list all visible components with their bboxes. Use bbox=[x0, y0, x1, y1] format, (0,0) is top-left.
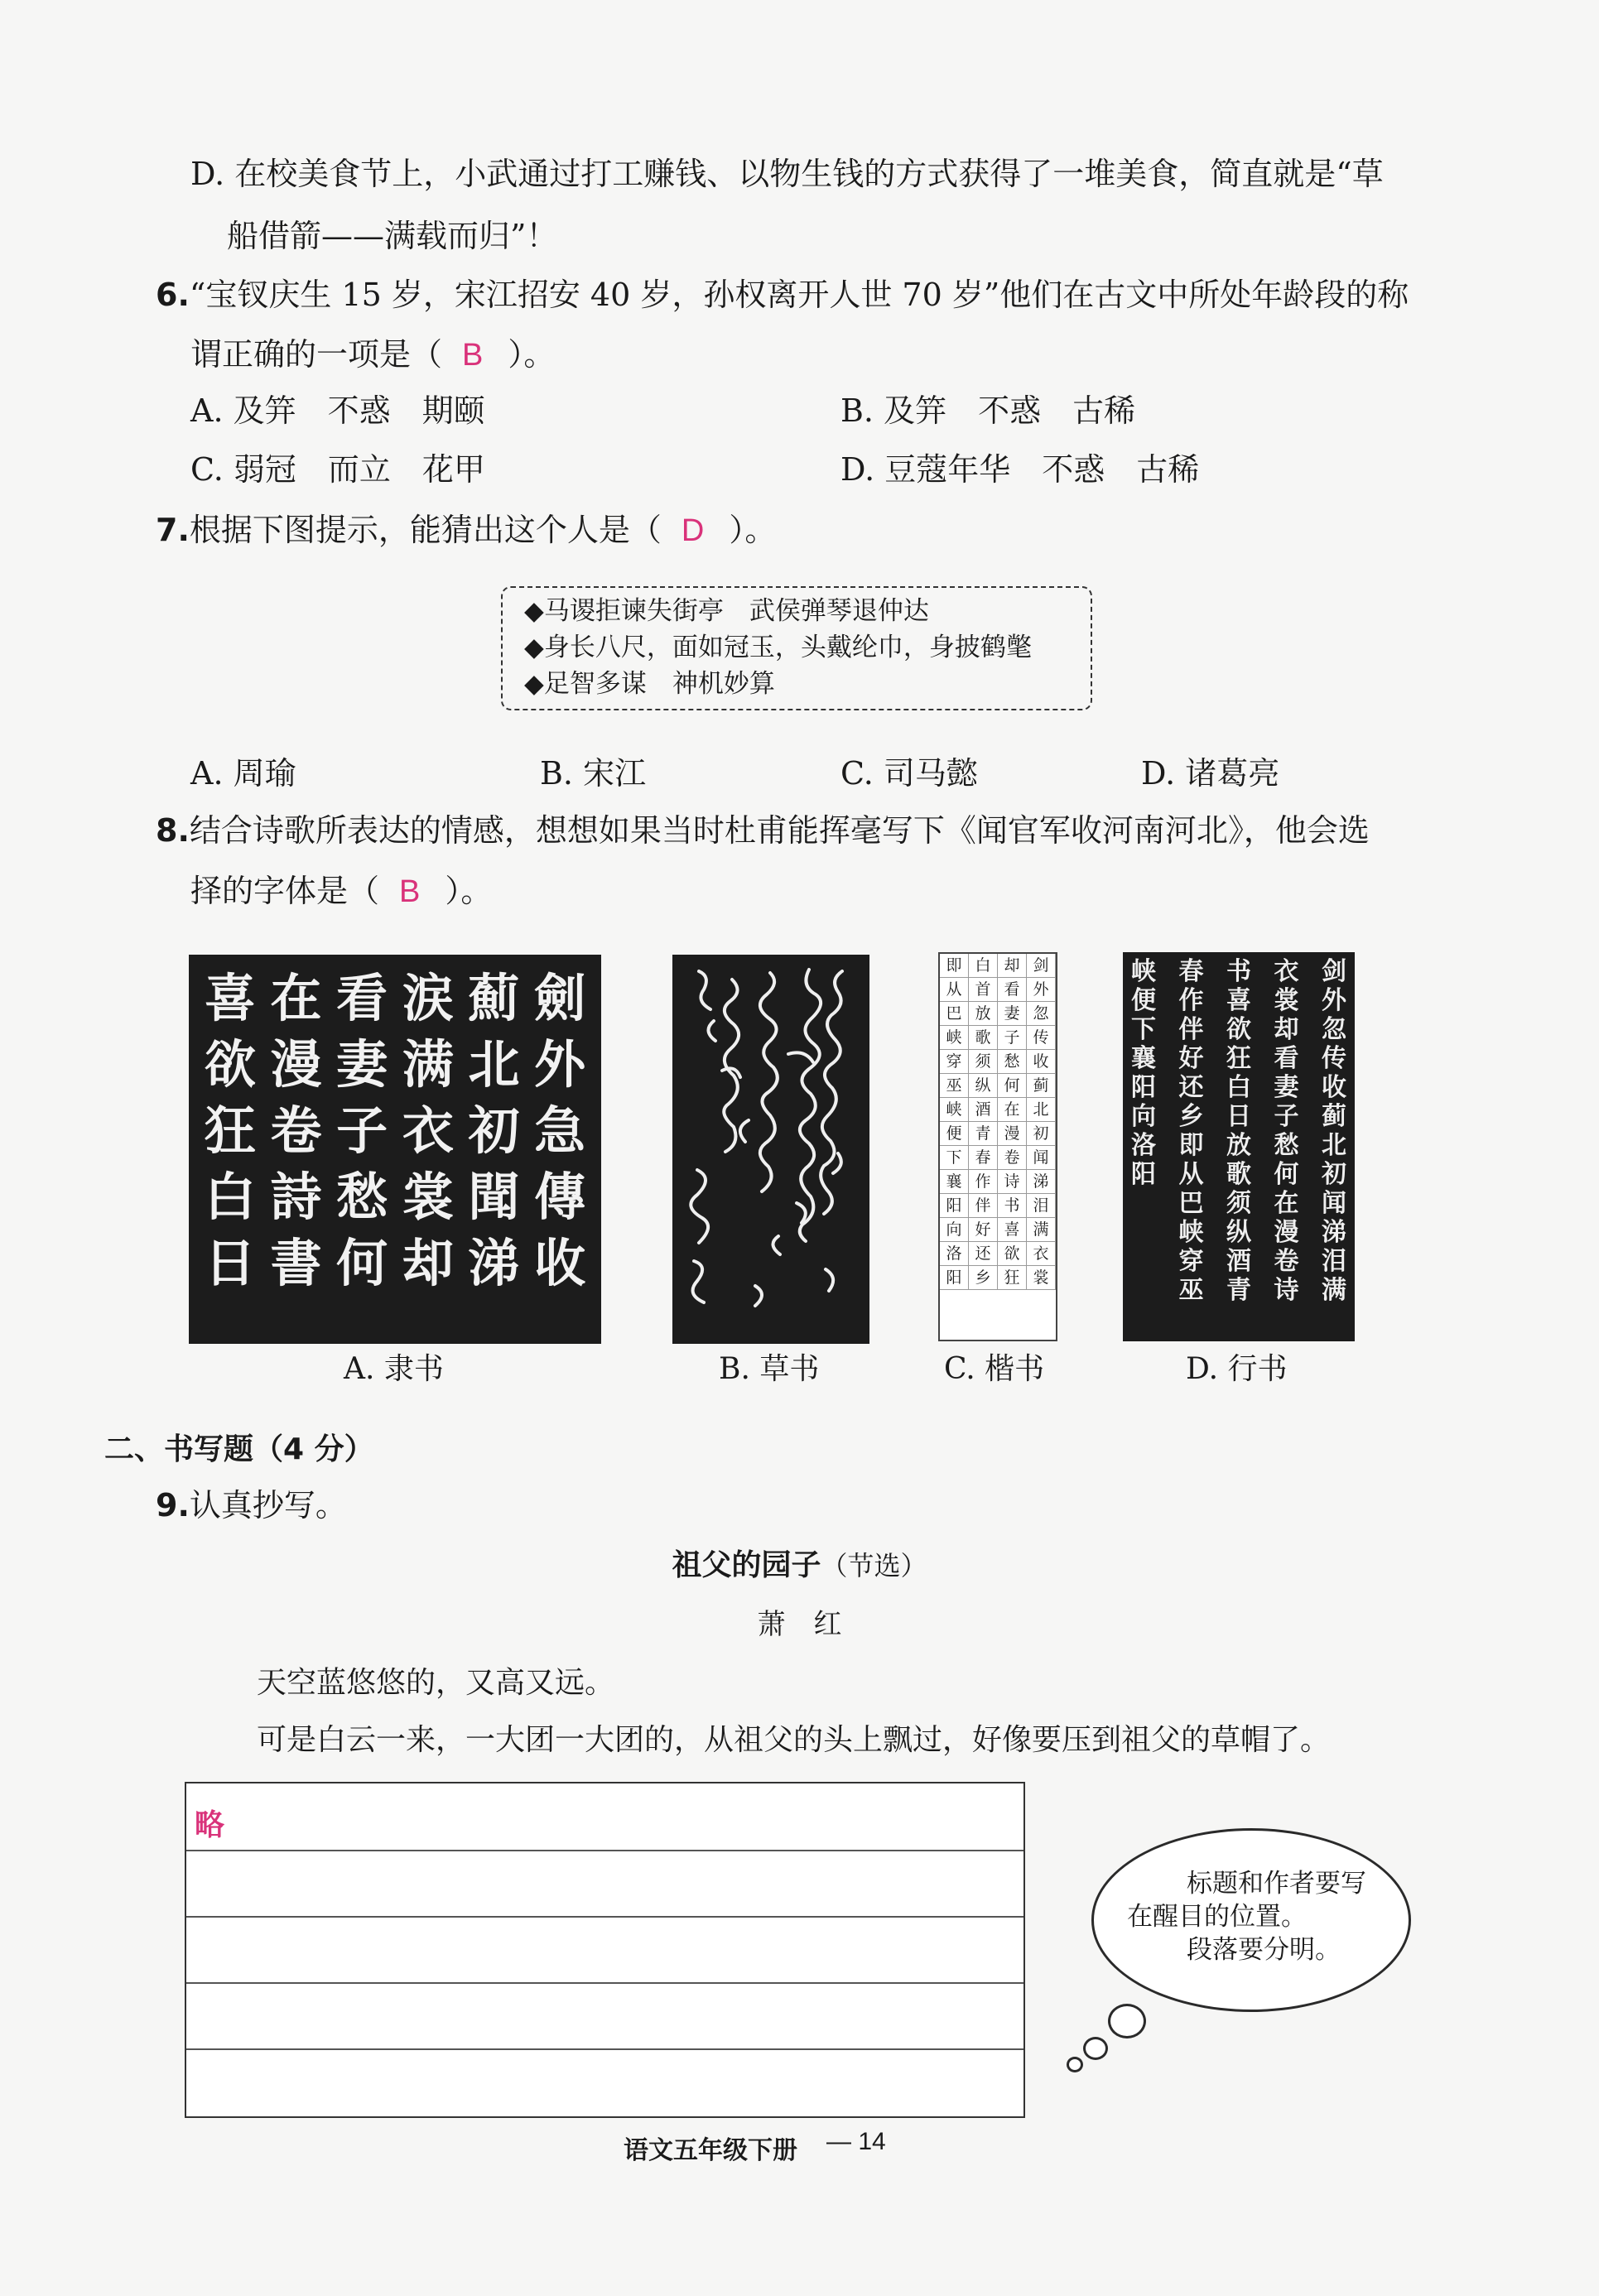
caption-d: D. 行书 bbox=[1186, 1352, 1288, 1386]
kaishu-char: 何 bbox=[998, 1074, 1027, 1098]
writing-line bbox=[186, 1916, 1023, 1918]
kaishu-char: 便 bbox=[940, 1122, 969, 1146]
q8-stem-pre: 择的字体是（ bbox=[190, 873, 380, 909]
writing-box[interactable] bbox=[185, 1782, 1025, 2118]
xingshu-column: 衣 裳 却 看 妻 子 愁 何 在 漫 卷 诗 bbox=[1274, 957, 1299, 1305]
q7-stem-pre: 根据下图提示，能猜出这个人是（ bbox=[189, 512, 662, 548]
q6-option-c: C. 弱冠 而立 花甲 bbox=[190, 451, 485, 488]
lishu-char: 外 bbox=[534, 1034, 586, 1095]
q6-answer: B bbox=[462, 338, 484, 373]
lishu-char: 欲 bbox=[204, 1034, 256, 1095]
q9-stem-text: 认真抄写。 bbox=[189, 1487, 347, 1523]
kaishu-char: 欲 bbox=[998, 1242, 1027, 1266]
footer-page-number: — 14 bbox=[826, 2128, 886, 2155]
xingshu-column: 书 喜 欲 狂 白 日 放 歌 须 纵 酒 青 bbox=[1226, 957, 1251, 1305]
kaishu-char: 巫 bbox=[940, 1074, 969, 1098]
lishu-char: 薊 bbox=[468, 968, 520, 1028]
kaishu-char: 裳 bbox=[1027, 1266, 1056, 1290]
kaishu-char: 歌 bbox=[969, 1026, 998, 1050]
kaishu-char: 作 bbox=[969, 1170, 998, 1194]
lishu-char: 聞 bbox=[468, 1167, 520, 1227]
lishu-char: 日 bbox=[204, 1233, 256, 1293]
lishu-char: 愁 bbox=[336, 1167, 388, 1227]
tip-line-1: 标题和作者要写 bbox=[1187, 1869, 1366, 1899]
kaishu-text bbox=[940, 954, 1056, 1290]
writing-line bbox=[186, 1850, 1023, 1851]
lishu-char: 漫 bbox=[270, 1034, 322, 1095]
q6-stem-pre: 谓正确的一项是（ bbox=[190, 336, 443, 373]
q6-stem-line1 bbox=[156, 273, 1409, 316]
lishu-char: 在 bbox=[270, 968, 322, 1028]
kaishu-char: 泪 bbox=[1027, 1194, 1056, 1218]
q9-answer: 略 bbox=[195, 1808, 225, 1842]
kaishu-char: 阳 bbox=[940, 1266, 969, 1290]
q5-option-d-line1: D. 在校美食节上，小武通过打工赚钱、以物生钱的方式获得了一堆美食，简直就是“草 bbox=[190, 156, 1384, 192]
q6-stem-line2 bbox=[190, 333, 555, 377]
kaishu-char: 酒 bbox=[969, 1098, 998, 1122]
kaishu-char: 剑 bbox=[1027, 954, 1056, 978]
section-2-title: 二、书写题（4 分） bbox=[104, 1432, 374, 1466]
lishu-char: 裳 bbox=[402, 1167, 454, 1227]
kaishu-char: 外 bbox=[1027, 978, 1056, 1002]
kaishu-char: 白 bbox=[969, 954, 998, 978]
footer-label: 语文五年级下册 bbox=[624, 2136, 797, 2165]
q8-stem-line2 bbox=[190, 869, 492, 913]
kaishu-char: 好 bbox=[969, 1218, 998, 1242]
xingshu-column: 剑 外 忽 传 收 蓟 北 初 闻 涕 泪 满 bbox=[1322, 957, 1346, 1305]
kaishu-char: 洛 bbox=[940, 1242, 969, 1266]
lishu-char: 妻 bbox=[336, 1034, 388, 1095]
kaishu-char: 北 bbox=[1027, 1098, 1056, 1122]
kaishu-char: 闻 bbox=[1027, 1146, 1056, 1170]
essay-para-1: 天空蓝悠悠的，又高又远。 bbox=[257, 1666, 615, 1700]
kaishu-char: 须 bbox=[969, 1050, 998, 1074]
kaishu-char: 首 bbox=[969, 978, 998, 1002]
kaishu-char: 纵 bbox=[969, 1074, 998, 1098]
caoshu-strokes bbox=[672, 955, 869, 1344]
essay-title-main: 祖父的园子 bbox=[672, 1548, 821, 1582]
lishu-char: 喜 bbox=[204, 968, 256, 1028]
q7-option-b: B. 宋江 bbox=[540, 755, 647, 792]
kaishu-char: 襄 bbox=[940, 1170, 969, 1194]
q7-stem bbox=[156, 508, 776, 552]
tip-bubble-small bbox=[1067, 2057, 1083, 2072]
tip-line-3: 段落要分明。 bbox=[1187, 1935, 1341, 1965]
kaishu-char: 喜 bbox=[998, 1218, 1027, 1242]
q6-option-b: B. 及笄 不惑 古稀 bbox=[840, 392, 1136, 429]
lishu-char: 却 bbox=[402, 1233, 454, 1293]
q6-stem-post: ）。 bbox=[508, 336, 556, 373]
lishu-char: 傳 bbox=[534, 1167, 586, 1227]
q6-number: 6. bbox=[156, 277, 190, 313]
q7-option-c: C. 司马懿 bbox=[840, 755, 978, 792]
kaishu-char: 伴 bbox=[969, 1194, 998, 1218]
kaishu-char: 下 bbox=[940, 1146, 969, 1170]
caoshu-image bbox=[672, 955, 869, 1344]
q5-option-d-line2: 船借箭——满载而归”！ bbox=[227, 218, 558, 254]
q9-stem bbox=[156, 1484, 347, 1527]
lishu-char: 满 bbox=[402, 1034, 454, 1095]
kaishu-char: 满 bbox=[1027, 1218, 1056, 1242]
q6-stem-text: “宝钗庆生 15 岁，宋江招安 40 岁，孙权离开人世 70 岁”他们在古文中所处年龄段的称 bbox=[189, 277, 1409, 313]
xingshu-column: 春 作 伴 好 还 乡 即 从 巴 峡 穿 巫 bbox=[1178, 957, 1204, 1305]
lishu-char: 涕 bbox=[468, 1233, 520, 1293]
kaishu-char: 还 bbox=[969, 1242, 998, 1266]
kaishu-char: 从 bbox=[940, 978, 969, 1002]
lishu-char: 詩 bbox=[270, 1167, 322, 1227]
writing-line bbox=[186, 2048, 1023, 2050]
kaishu-char: 在 bbox=[998, 1098, 1027, 1122]
essay-title bbox=[0, 1542, 1599, 1584]
q8-stem-post: ）。 bbox=[445, 873, 493, 909]
kaishu-char: 青 bbox=[969, 1122, 998, 1146]
kaishu-char: 向 bbox=[940, 1218, 969, 1242]
lishu-char: 白 bbox=[204, 1167, 256, 1227]
caption-c: C. 楷书 bbox=[944, 1352, 1045, 1386]
kaishu-char: 卷 bbox=[998, 1146, 1027, 1170]
kaishu-char: 初 bbox=[1027, 1122, 1056, 1146]
kaishu-char: 峡 bbox=[940, 1098, 969, 1122]
kaishu-char: 阳 bbox=[940, 1194, 969, 1218]
kaishu-image bbox=[938, 952, 1057, 1341]
kaishu-char: 蓟 bbox=[1027, 1074, 1056, 1098]
xingshu-column: 峡 便 下 襄 阳 向 洛 阳 bbox=[1131, 957, 1156, 1189]
tip-line-2: 在醒目的位置。 bbox=[1127, 1902, 1307, 1932]
kaishu-char: 放 bbox=[969, 1002, 998, 1026]
q8-answer: B bbox=[399, 874, 421, 909]
kaishu-char: 衣 bbox=[1027, 1242, 1056, 1266]
kaishu-char: 狂 bbox=[998, 1266, 1027, 1290]
kaishu-char: 乡 bbox=[969, 1266, 998, 1290]
kaishu-char: 收 bbox=[1027, 1050, 1056, 1074]
lishu-image bbox=[189, 955, 601, 1344]
lishu-char: 狂 bbox=[204, 1100, 256, 1161]
q6-option-d: D. 豆蔻年华 不惑 古稀 bbox=[840, 451, 1200, 488]
q7-stem-post: ）。 bbox=[729, 512, 777, 548]
kaishu-char: 却 bbox=[998, 954, 1027, 978]
essay-author: 萧 红 bbox=[757, 1608, 842, 1641]
caption-a: A. 隶书 bbox=[344, 1352, 444, 1386]
tip-cloud bbox=[1091, 1828, 1411, 2012]
q8-stem-line1 bbox=[156, 809, 1370, 852]
kaishu-char: 忽 bbox=[1027, 1002, 1056, 1026]
xingshu-image bbox=[1123, 952, 1355, 1341]
q7-hint-box bbox=[501, 586, 1092, 710]
kaishu-char: 诗 bbox=[998, 1170, 1027, 1194]
tip-bubble-large bbox=[1108, 2004, 1146, 2038]
q7-number: 7. bbox=[156, 512, 190, 548]
lishu-char: 書 bbox=[270, 1233, 322, 1293]
q8-number: 8. bbox=[156, 812, 190, 849]
q6-option-a: A. 及笄 不惑 期颐 bbox=[190, 392, 485, 429]
lishu-char: 劍 bbox=[534, 968, 586, 1028]
lishu-char: 急 bbox=[534, 1100, 586, 1161]
lishu-char: 卷 bbox=[270, 1100, 322, 1161]
q7-hint-2: ◆身长八尺，面如冠玉，头戴纶巾，身披鹤氅 bbox=[524, 633, 1032, 662]
essay-title-note: （节选） bbox=[821, 1550, 927, 1581]
lishu-char: 初 bbox=[468, 1100, 520, 1161]
kaishu-char: 子 bbox=[998, 1026, 1027, 1050]
q7-hint-3: ◆足智多谋 神机妙算 bbox=[524, 669, 775, 699]
kaishu-char: 春 bbox=[969, 1146, 998, 1170]
kaishu-char: 妻 bbox=[998, 1002, 1027, 1026]
tip-bubble-medium bbox=[1083, 2037, 1108, 2060]
q7-option-a: A. 周瑜 bbox=[190, 755, 296, 792]
lishu-char: 看 bbox=[336, 968, 388, 1028]
essay-para-2: 可是白云一来，一大团一大团的，从祖父的头上飘过，好像要压到祖父的草帽了。 bbox=[257, 1723, 1331, 1757]
q7-answer: D bbox=[681, 513, 705, 548]
q9-number: 9. bbox=[156, 1487, 190, 1523]
q7-option-d: D. 诸葛亮 bbox=[1141, 755, 1280, 792]
lishu-char: 收 bbox=[534, 1233, 586, 1293]
kaishu-char: 巴 bbox=[940, 1002, 969, 1026]
kaishu-char: 峡 bbox=[940, 1026, 969, 1050]
lishu-char: 北 bbox=[468, 1034, 520, 1095]
lishu-char: 何 bbox=[336, 1233, 388, 1293]
lishu-text bbox=[189, 955, 601, 1307]
kaishu-char: 即 bbox=[940, 954, 969, 978]
q8-stem-text: 结合诗歌所表达的情感，想想如果当时杜甫能挥毫写下《闻官军收河南河北》，他会选 bbox=[189, 812, 1370, 849]
kaishu-char: 穿 bbox=[940, 1050, 969, 1074]
kaishu-char: 传 bbox=[1027, 1026, 1056, 1050]
caption-b: B. 草书 bbox=[719, 1352, 820, 1386]
q7-hint-1: ◆马谡拒谏失街亭 武侯弹琴退仲达 bbox=[524, 596, 929, 626]
kaishu-char: 涕 bbox=[1027, 1170, 1056, 1194]
lishu-char: 衣 bbox=[402, 1100, 454, 1161]
writing-line bbox=[186, 1982, 1023, 1984]
kaishu-char: 书 bbox=[998, 1194, 1027, 1218]
kaishu-char: 看 bbox=[998, 978, 1027, 1002]
kaishu-char: 漫 bbox=[998, 1122, 1027, 1146]
lishu-char: 子 bbox=[336, 1100, 388, 1161]
kaishu-char: 愁 bbox=[998, 1050, 1027, 1074]
lishu-char: 涙 bbox=[402, 968, 454, 1028]
xingshu-text bbox=[1123, 952, 1355, 1331]
